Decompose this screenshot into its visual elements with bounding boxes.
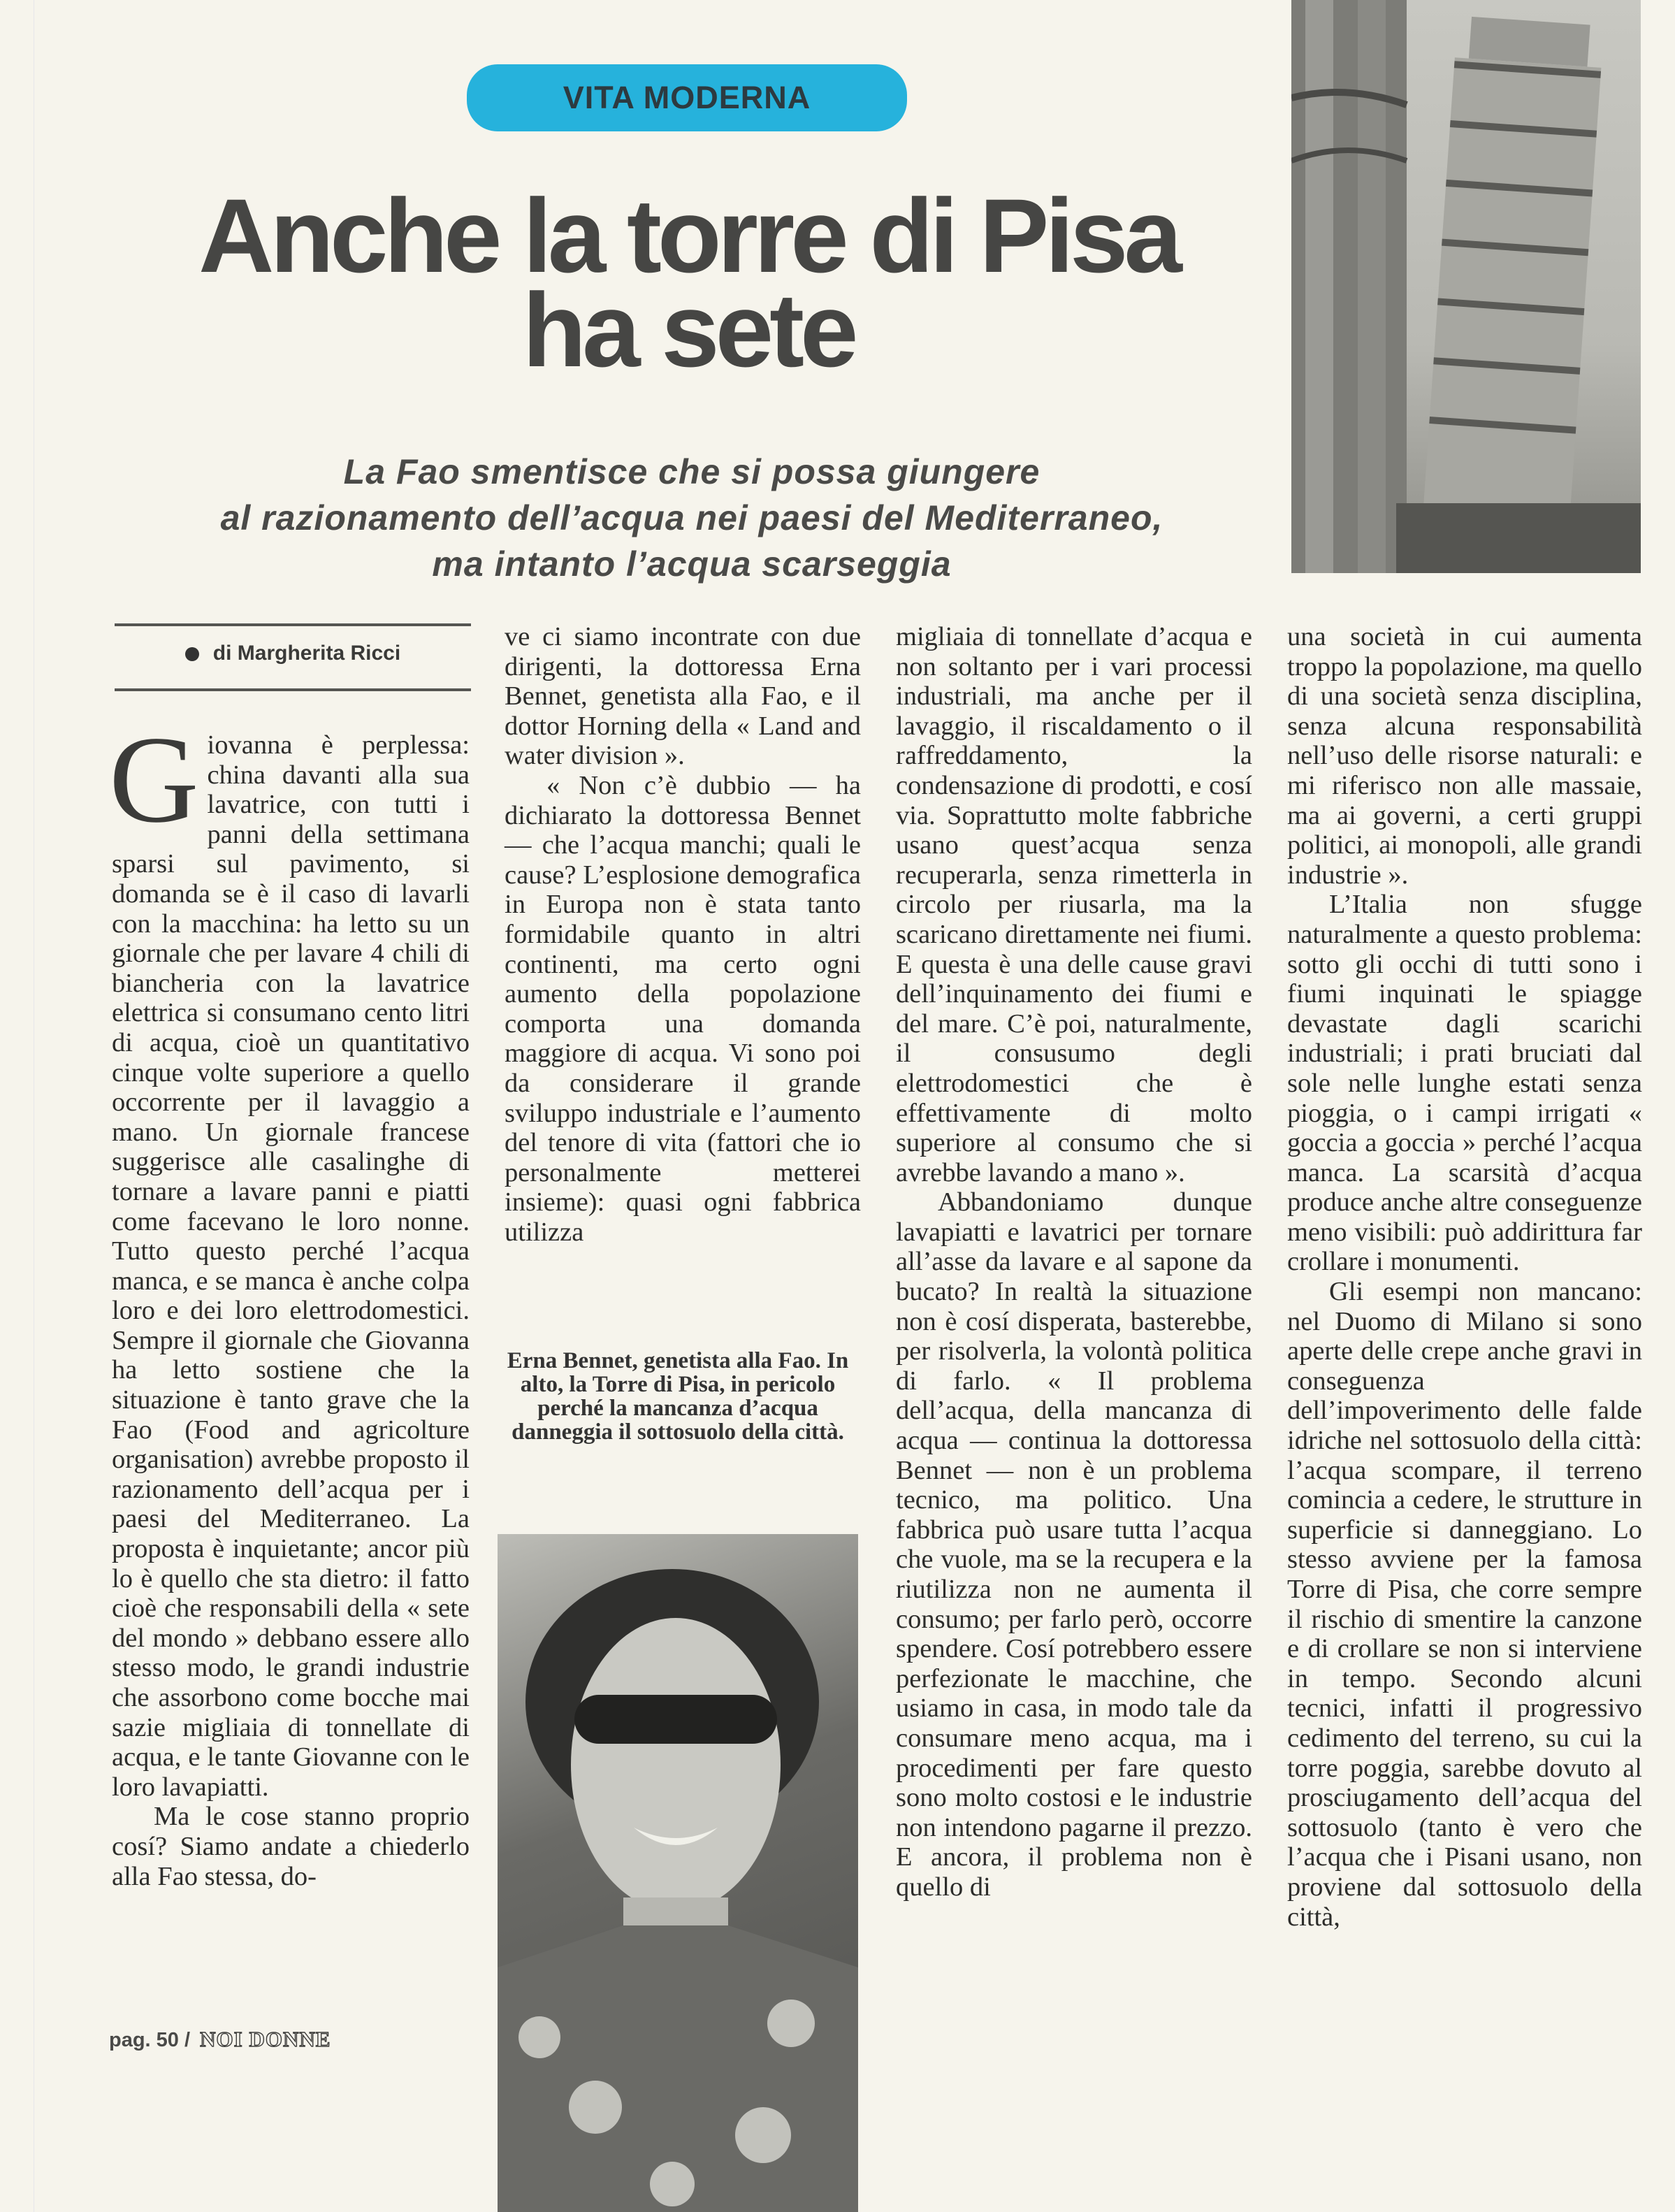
paragraph: Ma le cose stanno proprio cosí? Siamo andate a chiederlo alla Fao stessa, do- bbox=[112, 1802, 470, 1891]
tower-photo bbox=[1291, 0, 1641, 573]
subtitle bbox=[105, 449, 1279, 587]
byline-text: di Margherita Ricci bbox=[212, 642, 401, 665]
headline-line: ha sete bbox=[522, 271, 855, 389]
person-photo bbox=[498, 1534, 858, 2212]
article-column-4 bbox=[1287, 622, 1642, 1932]
paragraph: Abbandoniamo dunque lavapiatti e lavatrici per tornare all’asse da lavare e al sapone da bucato? In realtà la situazione non è cosí disperata, basterebbe, per risolverla, la volontà politica di farlo. « Il problema dell’acqua, della mancanza di acqua — continua la dottoressa Bennet — non è un problema tecnico, ma politico. Una fabbrica può usare tutta l’acqua che vuole, ma se la recupera e la riutilizza non ne aumenta il consumo; per farlo però, occorre spendere. Cosí potrebbero essere perfezionate le macchine, che usiamo in casa, in modo tale da consumare meno acqua, ma i procedimenti per fare questo sono molto costosi e le industrie non intendono pagarne il prezzo. E ancora, il problema non è quello di bbox=[896, 1187, 1252, 1902]
headline-line: Anche la torre di Pisa bbox=[198, 177, 1178, 294]
drop-cap: G bbox=[109, 710, 199, 848]
headline bbox=[98, 177, 1279, 389]
byline bbox=[115, 642, 471, 665]
paragraph-text: iovanna è perplessa: china davanti alla sua lavatrice, con tutti i panni della settimana sparsi sul pavimento, si domanda se è il caso di lavarli con la macchina: ha letto su un giornale che per lavare 4 chili di biancheria con la lavatrice elettrica si consumano cento litri di acqua, cioè un quantitativo cinque volte superiore a quello occorrente per il lavaggio a mano. Un giornale francese suggerisce alle casalinghe di tornare a lavare panni e piatti come facevano le loro nonne. Tutto questo perché l’acqua manca, e se manca è anche colpa loro e dei loro elettrodomestici. Sempre il giornale che Giovanna ha letto sostiene che la situazione è tanto grave che la Fao (Food and agricolture organisation) avrebbe proposto il razionamento dell’acqua per i paesi del Mediterraneo. La proposta è inquietante; ancor più lo è quello che sta dietro: il fatto cioè che responsabili della « sete del mondo » debbano essere allo stesso modo, le grandi industrie che assorbono come bocche mai sazie migliaia di tonnellate di acqua, e le tante Giovanne con le loro lavapiatti. bbox=[112, 730, 470, 1802]
portrait-illustration bbox=[498, 1534, 858, 2212]
paragraph: una società in cui aumenta troppo la popolazione, ma quello di una società senza disciplina, senza alcuna responsabilità nell’uso delle risorse naturali: e mi riferisco non alle massaie, ma ai governi, a certi gruppi politici, ai monopoli, alle grandi industrie ». bbox=[1287, 622, 1642, 890]
paragraph bbox=[109, 710, 470, 1802]
paragraph: « Non c’è dubbio — ha dichiarato la dottoressa Bennet — che l’acqua manchi; quali le cause? L’esplosione demografica in Europa non è stata tanto formidabile quanto in altri continenti, ma certo ogni aumento della popolazione comporta una domanda maggiore di acqua. Vi sono poi da considerare il grande sviluppo industriale e l’aumento del tenore di vita (fattori che io personalmente metterei insieme): quasi ogni fabbrica utilizza bbox=[505, 770, 861, 1247]
paragraph: L’Italia non sfugge naturalmente a questo problema: sotto gli occhi di tutti sono i fiumi inquinati le spiagge devastate dagli scarichi industriali; i prati bruciati dal sole nelle lunghe estati senza pioggia, o i campi irrigati « goccia a goccia » perché l’acqua manca. La scarsità d’acqua produce anche altre conseguenze meno visibili: può addirittura far crollare i monumenti. bbox=[1287, 890, 1642, 1277]
byline-rule-bottom bbox=[115, 688, 471, 691]
section-tag: VITA MODERNA bbox=[467, 64, 907, 131]
byline-rule-top bbox=[115, 623, 471, 626]
paragraph: ve ci siamo incontrate con due dirigenti, la dottoressa Erna Bennet, genetista alla Fao, e il dottor Horning della « Land and water division ». bbox=[505, 622, 861, 771]
subtitle-line: La Fao smentisce che si possa giungere bbox=[343, 452, 1040, 491]
article-column-1 bbox=[109, 710, 470, 1891]
paragraph: migliaia di tonnellate d’acqua e non soltanto per i vari processi industriali, ma anche per il lavaggio, il riscaldamento o il raffreddamento, la condensazione di prodotti, e cosí via. Soprattutto molte fabbriche usano quest’acqua senza recuperarla, senza rimetterla in circolo per riusarla, ma la scaricano direttamente nei fiumi. E questa è una delle cause gravi dell’inquinamento dei fiumi e del mare. C’è poi, naturalmente, il consusumo degli elettrodomestici che è effettivamente di molto superiore al consumo che si avrebbe lavando a mano ». bbox=[896, 622, 1252, 1187]
magazine-name: NOI DONNE bbox=[200, 2027, 331, 2051]
article-column-3 bbox=[896, 622, 1252, 1902]
paragraph: Gli esempi non mancano: nel Duomo di Milano si sono aperte delle crepe anche gravi in conseguenza dell’impoverimento delle falde idriche nel sottosuolo della città: l’acqua scompare, il terreno comincia a cedere, le strutture in superficie si danneggiano. Lo stesso avviene per la famosa Torre di Pisa, che corre sempre il rischio di smentire la canzone e di crollare se non si interviene in tempo. Secondo alcuni tecnici, infatti il progressivo cedimento del terreno, su cui la torre poggia, sarebbe dovuto al prosciugamento dell’acqua del sottosuolo (tanto è vero che l’acqua che i Pisani usano, non proviene dal sottosuolo della città, bbox=[1287, 1277, 1642, 1932]
bullet-icon bbox=[185, 647, 199, 661]
subtitle-line: al razionamento dell’acqua nei paesi del Mediterraneo, bbox=[220, 498, 1163, 537]
subtitle-line: ma intanto l’acqua scarseggia bbox=[432, 544, 952, 584]
footer-separator: / bbox=[184, 2029, 191, 2051]
photo-caption: Erna Bennet, genetista alla Fao. In alto, la Torre di Pisa, in pericolo perché la mancanza d’acqua danneggia il sottosuolo della città. bbox=[507, 1348, 849, 1445]
page-footer bbox=[109, 2027, 331, 2052]
article-column-2 bbox=[505, 622, 861, 1247]
leaning-tower-illustration bbox=[1291, 0, 1641, 573]
page-number: pag. 50 bbox=[109, 2029, 179, 2051]
